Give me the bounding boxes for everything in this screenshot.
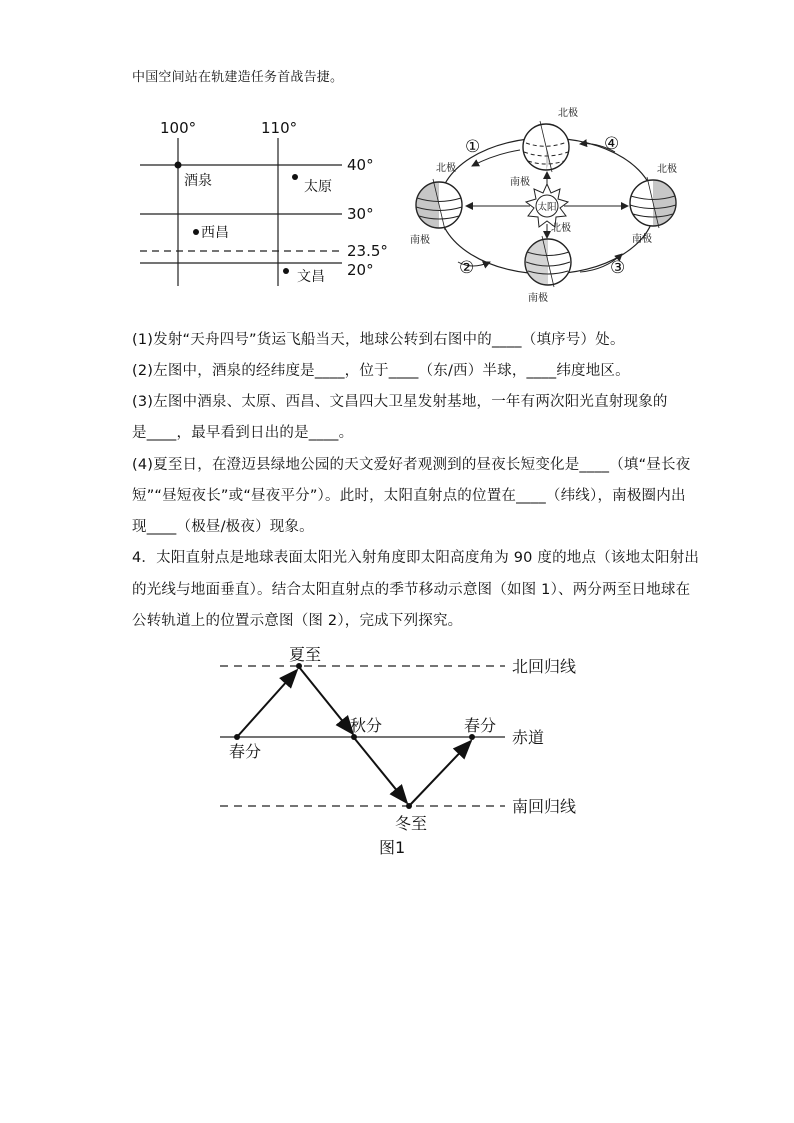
south-pole-left: 南极 xyxy=(410,235,430,246)
problem-4-line-1: 4．太阳直射点是地球表面太阳光入射角度即太阳高度角为 90 度的地点（该地太阳射出 xyxy=(132,550,700,566)
south-pole-bottom: 南极 xyxy=(528,293,548,304)
label-spring-equinox-end: 春分 xyxy=(464,716,497,735)
position-3: ③ xyxy=(610,258,626,278)
jiuquan-dot xyxy=(175,162,182,169)
south-pole-top: 南极 xyxy=(510,177,530,188)
place-xichang: 西昌 xyxy=(201,225,229,241)
earth-top xyxy=(523,121,569,172)
orbit-diagram xyxy=(400,100,690,305)
north-pole-left: 北极 xyxy=(436,163,456,174)
label-summer-solstice: 夏至 xyxy=(289,645,322,664)
question-2: (2)左图中，酒泉的经纬度是____，位于____（东/西）半球，____纬度地区。 xyxy=(132,363,630,379)
earth-bottom xyxy=(525,236,571,287)
earth-right xyxy=(630,177,676,228)
place-taiyuan: 太原 xyxy=(304,179,332,195)
problem-4-line-2: 的光线与地面垂直）。结合太阳直射点的季节移动示意图（如图 1）、两分两至日地球在 xyxy=(132,582,691,598)
place-jiuquan: 酒泉 xyxy=(184,173,212,189)
lon-label-100: 100° xyxy=(160,119,197,137)
figure-1-sun-migration xyxy=(215,640,595,860)
position-2: ② xyxy=(459,258,475,278)
position-1: ① xyxy=(465,137,481,157)
question-1: (1)发射“天舟四号”货运飞船当天，地球公转到右图中的____（填序号）处。 xyxy=(132,332,625,348)
label-tropic-capricorn: 南回归线 xyxy=(512,797,577,816)
earth-left xyxy=(416,179,462,230)
position-4: ④ xyxy=(604,134,620,154)
north-pole-top: 北极 xyxy=(558,108,578,119)
label-spring-equinox-start: 春分 xyxy=(229,742,262,761)
lon-label-110: 110° xyxy=(261,119,298,137)
xichang-dot xyxy=(193,229,199,235)
question-4-cont: 短”“昼短夜长”或“昼夜平分”）。此时，太阳直射点的位置在____（纬线），南极圈内出 xyxy=(132,488,686,504)
wenchang-dot xyxy=(283,268,289,274)
label-autumn-equinox: 秋分 xyxy=(350,716,383,735)
north-pole-bottom: 北极 xyxy=(551,223,571,234)
question-4-end: 现____（极昼/极夜）现象。 xyxy=(132,519,314,535)
launch-site-map xyxy=(130,112,390,292)
question-3-cont: 是____，最早看到日出的是____。 xyxy=(132,425,354,441)
lat-label-40: 40° xyxy=(347,156,374,174)
label-tropic-cancer: 北回归线 xyxy=(512,657,577,676)
place-wenchang: 文昌 xyxy=(297,269,325,285)
label-equator: 赤道 xyxy=(512,728,545,747)
point-spring-start xyxy=(234,734,240,740)
figure-1-caption: 图1 xyxy=(379,838,406,857)
intro-line: 中国空间站在轨建造任务首战告捷。 xyxy=(132,70,344,85)
north-pole-right: 北极 xyxy=(657,164,677,175)
lat-label-20: 20° xyxy=(347,261,374,279)
question-3: (3)左图中酒泉、太原、西昌、文昌四大卫星发射基地，一年有两次阳光直射现象的 xyxy=(132,394,668,410)
lat-label-23-5: 23.5° xyxy=(347,242,388,260)
point-winter xyxy=(406,803,412,809)
south-pole-right: 南极 xyxy=(632,234,652,245)
lat-label-30: 30° xyxy=(347,205,374,223)
problem-4-line-3: 公转轨道上的位置示意图（图 2），完成下列探究。 xyxy=(132,613,463,629)
sun-label: 太阳 xyxy=(537,202,557,213)
sun xyxy=(526,184,568,227)
taiyuan-dot xyxy=(292,174,298,180)
label-winter-solstice: 冬至 xyxy=(395,814,428,833)
question-4: (4)夏至日，在澄迈县绿地公园的天文爱好者观测到的昼夜长短变化是____（填“昼长夜 xyxy=(132,457,691,473)
